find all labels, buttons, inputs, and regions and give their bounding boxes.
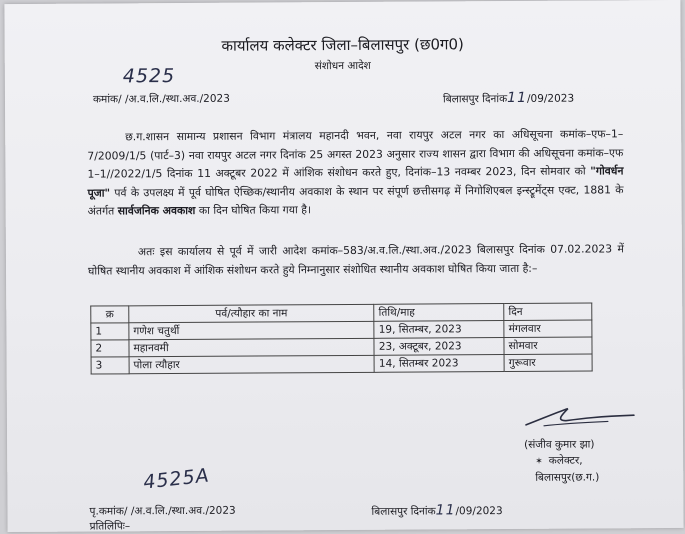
handwritten-endorsement-number: 4525A (142, 464, 211, 494)
cell-serial: 1 (91, 323, 129, 340)
date-suffix: /09/2023 (526, 92, 575, 105)
cell-festival: महानवमी (129, 338, 374, 356)
cell-day: गुरूवार (504, 354, 592, 372)
header-date: तिथि/माह (374, 304, 504, 322)
signatory-designation: ✶ कलेक्टर, (535, 454, 583, 467)
signatory-place: बिलासपुर(छ.ग.) (535, 471, 600, 484)
header-day: दिन (504, 303, 592, 321)
cell-festival: पोला त्यौहार (129, 355, 374, 373)
cell-serial: 2 (91, 340, 129, 357)
signatory-name: (संजीव कुमार झा) (524, 438, 595, 451)
cell-day: मंगलवार (504, 320, 592, 338)
bullet-mark: ✶ (535, 456, 543, 467)
cell-date: 23, अक्टूबर, 2023 (374, 338, 504, 356)
handwritten-date-day: 11 (507, 89, 528, 107)
paragraph-text-3: का दिन घोषित किया गया है। (195, 203, 312, 218)
cell-date: 14, सितम्बर 2023 (374, 355, 504, 373)
date-prefix: बिलासपुर दिनांक (371, 505, 436, 518)
handwritten-order-number: 4525 (122, 65, 176, 88)
paragraph-text-2: पर्व के उपलक्ष्य में पूर्व घोषित ऐच्छिक/स्थानीय अवकाश के स्थान पर संपूर्ण छत्तीसगढ़ में निगोशिएबल इन्स्ट्रूमेंट्स एक्ट, 1881 के अंतर्गत (87, 183, 624, 218)
header-serial: क्र (91, 306, 129, 323)
order-document (4, 0, 683, 532)
endorsement-reference: पृ.कमांक/ /अ.व.लि./स्था.अव./2023 (89, 504, 236, 518)
date-suffix: /09/2023 (455, 505, 503, 518)
cell-date: 19, सितम्बर, 2023 (374, 321, 504, 339)
cell-serial: 3 (91, 357, 129, 374)
cell-day: सोमवार (504, 337, 592, 355)
holiday-table (90, 302, 592, 374)
order-reference: कमांक/ /अ.व.लि./स्था.अव./2023 (92, 92, 230, 106)
notification-paragraph (87, 125, 624, 221)
order-paragraph: अतः इस कार्यालय से पूर्व में जारी आदेश कमांक–583/अ.व.लि./स्था.अव./2023 बिलासपुर दिनांक 07.02.2023 में घोषित स्थानीय अवकाश में आंशिक संशोधन करते हुये निम्नानुसार संशोधित स्थानीय अवकाश घोषित किया जाता है:– (87, 242, 624, 278)
public-holiday-highlight: सार्वजनिक अवकाश (117, 204, 196, 218)
table-row (91, 354, 592, 374)
paragraph-text-1: छ.ग.शासन सामान्य प्रशासन विभाग मंत्रालय महानदी भवन, नवा रायपुर अटल नगर का अधिसूचना कमांक–एफ–1–7/2009/1/5 (पार्ट–3) नवा रायपुर अटल नगर दिनांक 25 अगस्त 2023 अनुसार राज्य शासन द्वारा विभाग की अधिसूचना कमांक–एफ 1–1//2022/1/5 दिनांक 11 अक्टूबर 2022 में आंशिक संशोधन करते हुए, दिनांक–13 नवम्बर 2023, दिन सोमवार को (87, 127, 624, 181)
header-festival-name: पर्व/त्यौहार का नाम (129, 304, 374, 322)
handwritten-date-day: 11 (435, 502, 456, 519)
date-prefix: बिलासपुर दिनांक (442, 93, 508, 106)
signature-scribble (522, 398, 642, 433)
order-date (443, 90, 574, 107)
endorsement-date (371, 502, 502, 519)
order-subtitle: संशोधन आदेश (314, 59, 371, 73)
copy-to-label: प्रतिलिपिः– (89, 520, 131, 533)
govardhan-puja-highlight: "गोवर्धन पूजा" (87, 164, 624, 200)
office-title: कार्यालय कलेक्टर जिला–बिलासपुर (छ0ग0) (221, 35, 464, 55)
cell-festival: गणेश चतुर्थी (129, 321, 374, 339)
